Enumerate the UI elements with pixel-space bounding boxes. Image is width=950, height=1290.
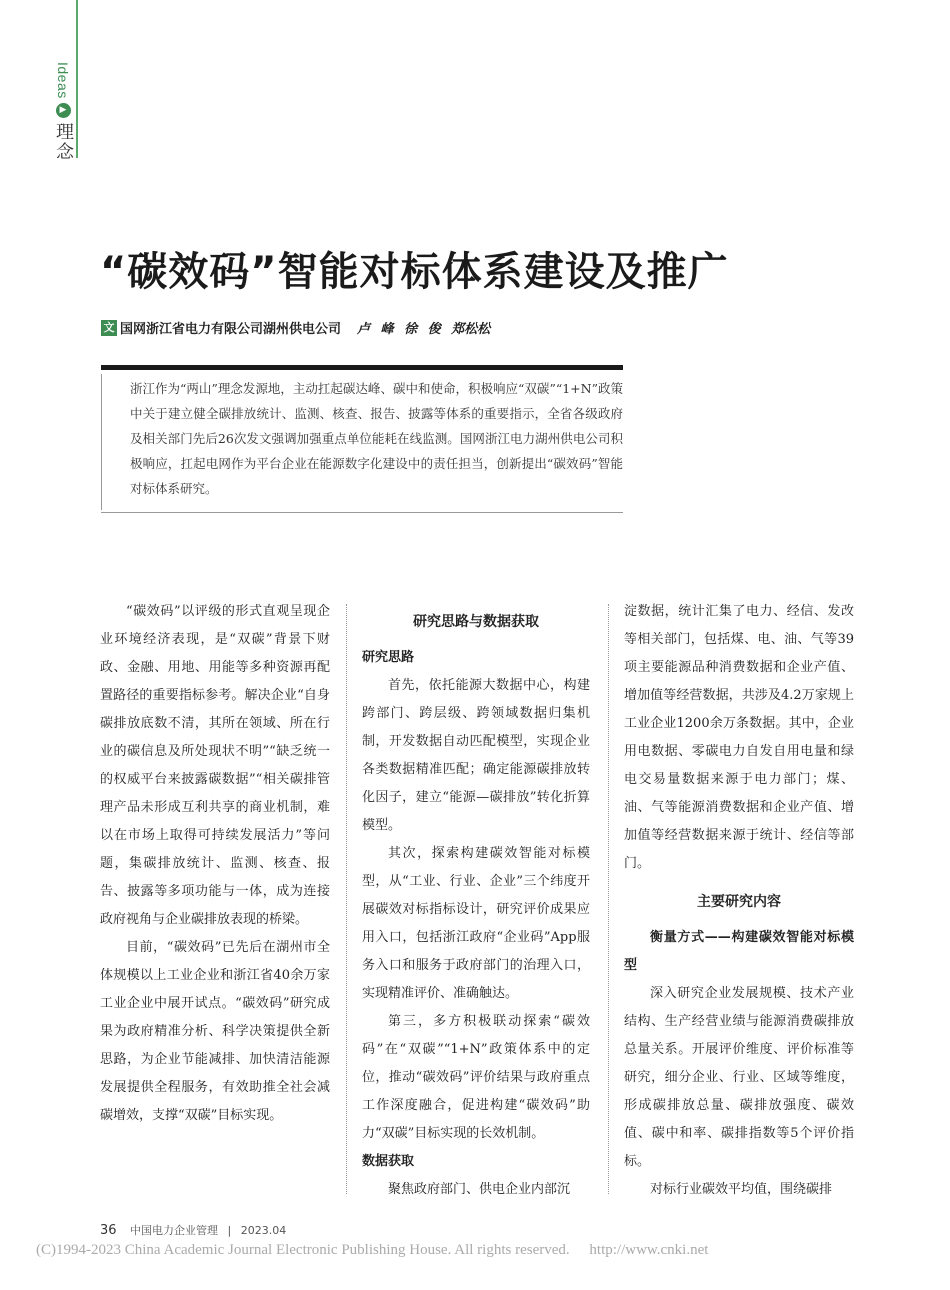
article-title: “碳效码”智能对标体系建设及推广 — [100, 249, 729, 295]
paragraph: “碳效码”以评级的形式直观呈现企业环境经济表现，是“双碳”背景下财政、金融、用地、用能等多种资源再配置路径的重要指标参考。解决企业“自身碳排放底数不清，其所在领域、所在行业的碳信息及所处现状不明”“缺乏统一的权威平台来披露碳数据”“相关碳排管理产品未形成互利共享的商业机制，难以在市场上取得可持续发展活力”等问题，集碳排放统计、监测、核查、报告、披露等多项功能与一体，成为连接政府视角与企业碳排放表现的桥梁。 — [100, 604, 330, 927]
column-2 — [362, 598, 590, 1204]
author-names: 卢 峰 徐 俊 郑松松 — [357, 322, 491, 337]
subheading: 研究思路 — [362, 650, 415, 665]
footer-separator: | — [227, 1224, 232, 1237]
copyright-text: (C)1994-2023 China Academic Journal Electronic Publishing House. All rights reserved. — [36, 1242, 570, 1258]
issue-number: 2023.04 — [240, 1224, 287, 1237]
author-organization: 国网浙江省电力有限公司湖州供电公司 — [120, 322, 342, 337]
abstract-top-rule — [101, 365, 623, 370]
byline — [101, 318, 490, 337]
paragraph: 聚焦政府部门、供电企业内部沉 — [388, 1182, 571, 1197]
column-1 — [100, 598, 330, 1130]
paragraph: 目前，“碳效码”已先后在湖州市全体规模以上工业企业和浙江省40余万家工业企业中展开试点。“碳效码”研究成果为政府精准分析、科学决策提供全新思路，为企业节能减排、加快清洁能源发展提供全程服务，有效助推全社会减碳增效，支撑“双碳”目标实现。 — [100, 940, 330, 1123]
section-heading: 研究思路与数据获取 — [413, 614, 539, 630]
paragraph: 深入研究企业发展规模、技术产业结构、生产经营业绩与能源消费碳排放总量关系。开展评价维度、评价标准等研究，细分企业、行业、区域等维度，形成碳排放总量、碳排放强度、碳效值、碳中和率、碳排指数等5个评价指标。 — [624, 986, 854, 1169]
subheading: 数据获取 — [362, 1154, 415, 1169]
copyright-watermark — [36, 1242, 708, 1259]
abstract: 浙江作为“两山”理念发源地，主动扛起碳达峰、碳中和使命，积极响应“双碳”“1+N”政策中关于建立健全碳排放统计、监测、核查、报告、披露等体系的重要指示，全省各级政府及相关部门先后26次发文强调加强重点单位能耗在线监测。国网浙江电力湖州供电公司积极响应，扛起电网作为平台企业在能源数字化建设中的责任担当，创新提出“碳效码”智能对标体系研究。 — [101, 374, 623, 510]
column-divider — [608, 604, 609, 1194]
journal-name: 中国电力企业管理 — [130, 1224, 219, 1237]
section-label — [50, 62, 76, 162]
section-heading: 主要研究内容 — [697, 894, 781, 910]
page-footer — [100, 1222, 286, 1238]
section-label-en: Ideas — [55, 62, 71, 99]
paragraph: 第三，多方积极联动探索“碳效码”在“双碳”“1+N”政策体系中的定位，推动“碳效码”评价结果与政府重点工作深度融合，促进构建“碳效码”助力“双碳”目标实现的长效机制。 — [362, 1014, 590, 1141]
subheading: 衡量方式——构建碳效智能对标模型 — [624, 930, 854, 973]
paragraph: 对标行业碳效平均值，围绕碳排 — [650, 1182, 833, 1197]
section-rule — [76, 0, 78, 158]
column-divider — [346, 604, 347, 1194]
section-label-cn: 理念 — [53, 121, 74, 162]
page-number: 36 — [100, 1223, 117, 1238]
paragraph: 首先，依托能源大数据中心，构建跨部门、跨层级、跨领域数据归集机制，开发数据自动匹配模型，实现企业各类数据精准匹配；确定能源碳排放转化因子，建立“能源—碳排放”转化折算模型。 — [362, 678, 590, 833]
column-3 — [624, 598, 854, 1204]
byline-badge: 文 — [101, 320, 117, 336]
paragraph: 其次，探索构建碳效智能对标模型，从“工业、行业、企业”三个纬度开展碳效对标指标设计，研究评价成果应用入口，包括浙江政府“企业码”App服务入口和服务于政府部门的治理入口，实现精准评价、准确触达。 — [362, 846, 590, 1001]
section-marker-icon: ▶ — [56, 103, 71, 118]
abstract-bottom-rule — [101, 512, 623, 513]
copyright-url: http://www.cnki.net — [589, 1242, 709, 1258]
paragraph: 淀数据，统计汇集了电力、经信、发改等相关部门，包括煤、电、油、气等39项主要能源品种消费数据和企业产值、增加值等经营数据，共涉及4.2万家规上工业企业1200余万条数据。其中，企业用电数据、零碳电力自发自用电量和绿电交易量数据来源于电力部门；煤、油、气等能源消费数据和企业产值、增加值等经营数据来源于统计、经信等部门。 — [624, 604, 854, 871]
